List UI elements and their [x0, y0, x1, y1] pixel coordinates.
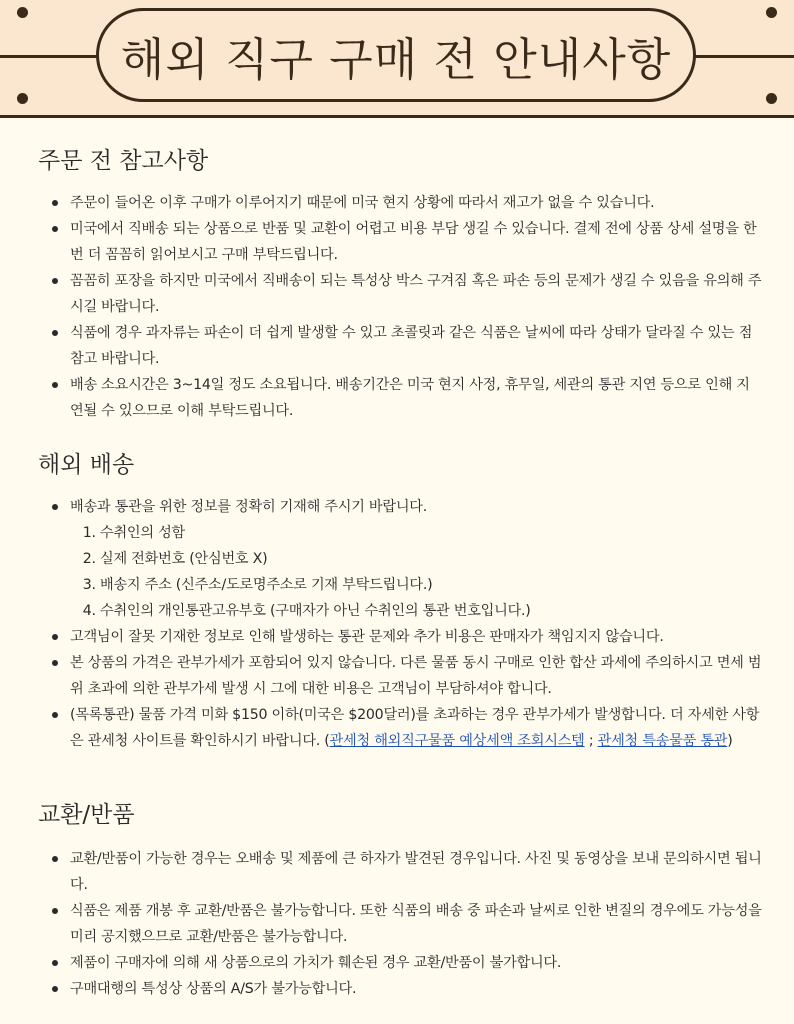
list-item: 배송 소요시간은 3~14일 정도 소요됩니다. 배송기간은 미국 현지 사정, 휴무일, 세관의 통관 지연 등으로 인해 지연될 수 있으므로 이해 부탁드립니다. — [50, 372, 762, 424]
corner-dot-icon — [766, 7, 777, 18]
corner-dot-icon — [766, 93, 777, 104]
numbered-item: 2. 실제 전화번호 (안심번호 X) — [100, 546, 762, 572]
title-pill — [96, 8, 696, 102]
section-heading-order-notes: 주문 전 참고사항 — [38, 148, 209, 174]
corner-dot-icon — [17, 7, 28, 18]
customs-express-link[interactable]: 관세청 특송물품 통관 — [597, 733, 728, 749]
list-item: 주문이 들어온 이후 구매가 이루어지기 때문에 미국 현지 상황에 따라서 재고가 없을 수 있습니다. — [50, 190, 762, 216]
list-item: 미국에서 직배송 되는 상품으로 반품 및 교환이 어렵고 비용 부담 생길 수 있습니다. 결제 전에 상품 상세 설명을 한 번 더 꼼꼼히 읽어보시고 구매 부탁드립니다. — [50, 216, 762, 268]
header-banner — [0, 0, 794, 118]
exchange-return-list — [50, 846, 762, 1002]
shipping-list — [50, 494, 762, 754]
list-item: 교환/반품이 가능한 경우는 오배송 및 제품에 큰 하자가 발견된 경우입니다. 사진 및 동영상을 보내 문의하시면 됩니다. — [50, 846, 762, 898]
section-heading-overseas-shipping: 해외 배송 — [38, 452, 135, 478]
list-item: 식품에 경우 과자류는 파손이 더 쉽게 발생할 수 있고 초콜릿과 같은 식품은 날씨에 따라 상태가 달라질 수 있는 점 참고 바랍니다. — [50, 320, 762, 372]
numbered-item: 3. 배송지 주소 (신주소/도로명주소로 기재 부탁드립니다.) — [100, 572, 762, 598]
numbered-item: 4. 수취인의 개인통관고유부호 (구매자가 아닌 수취인의 통관 번호입니다.) — [100, 598, 762, 624]
page-title: 해외 직구 구매 전 안내사항 — [120, 32, 672, 86]
numbered-item: 1. 수취인의 성함 — [100, 520, 762, 546]
list-item: 고객님이 잘못 기재한 정보로 인해 발생하는 통관 문제와 추가 비용은 판매자가 책임지지 않습니다. — [50, 624, 762, 650]
customs-note-text: (목록통관) 물품 가격 미화 $150 이하(미국은 $200달러)를 초과하는 경우 관부가세가 발생합니다. 더 자세한 사항은 관세청 사이트를 확인하시기 바랍니다. ( — [70, 707, 760, 749]
corner-dot-icon — [17, 93, 28, 104]
customs-note-suffix: ) — [727, 733, 733, 749]
list-item: 본 상품의 가격은 관부가세가 포함되어 있지 않습니다. 다른 물품 동시 구매로 인한 합산 과세에 주의하시고 면세 범위 초과에 의한 관부가세 발생 시 그에 대한 비용은 고객님이 부담하셔야 합니다. — [50, 650, 762, 702]
required-info-list — [70, 520, 762, 624]
list-item — [50, 494, 762, 624]
list-item: 식품은 제품 개봉 후 교환/반품은 불가능합니다. 또한 식품의 배송 중 파손과 날씨로 인한 변질의 경우에도 가능성을 미리 공지했으므로 교환/반품은 불가능합니다. — [50, 898, 762, 950]
shipping-intro: 배송과 통관을 위한 정보를 정확히 기재해 주시기 바랍니다. — [70, 499, 428, 515]
list-item: 꼼꼼히 포장을 하지만 미국에서 직배송이 되는 특성상 박스 구겨짐 혹은 파손 등의 문제가 생길 수 있음을 유의해 주시길 바랍니다. — [50, 268, 762, 320]
link-separator: ; — [584, 733, 598, 749]
customs-tax-estimate-link[interactable]: 관세청 해외직구물품 예상세액 조회시스템 — [329, 733, 585, 749]
order-notes-list — [50, 190, 762, 424]
list-item: 제품이 구매자에 의해 새 상품으로의 가치가 훼손된 경우 교환/반품이 불가합니다. — [50, 950, 762, 976]
section-heading-exchange-return: 교환/반품 — [38, 802, 135, 828]
list-item — [50, 702, 762, 754]
list-item: 구매대행의 특성상 상품의 A/S가 불가능합니다. — [50, 976, 762, 1002]
